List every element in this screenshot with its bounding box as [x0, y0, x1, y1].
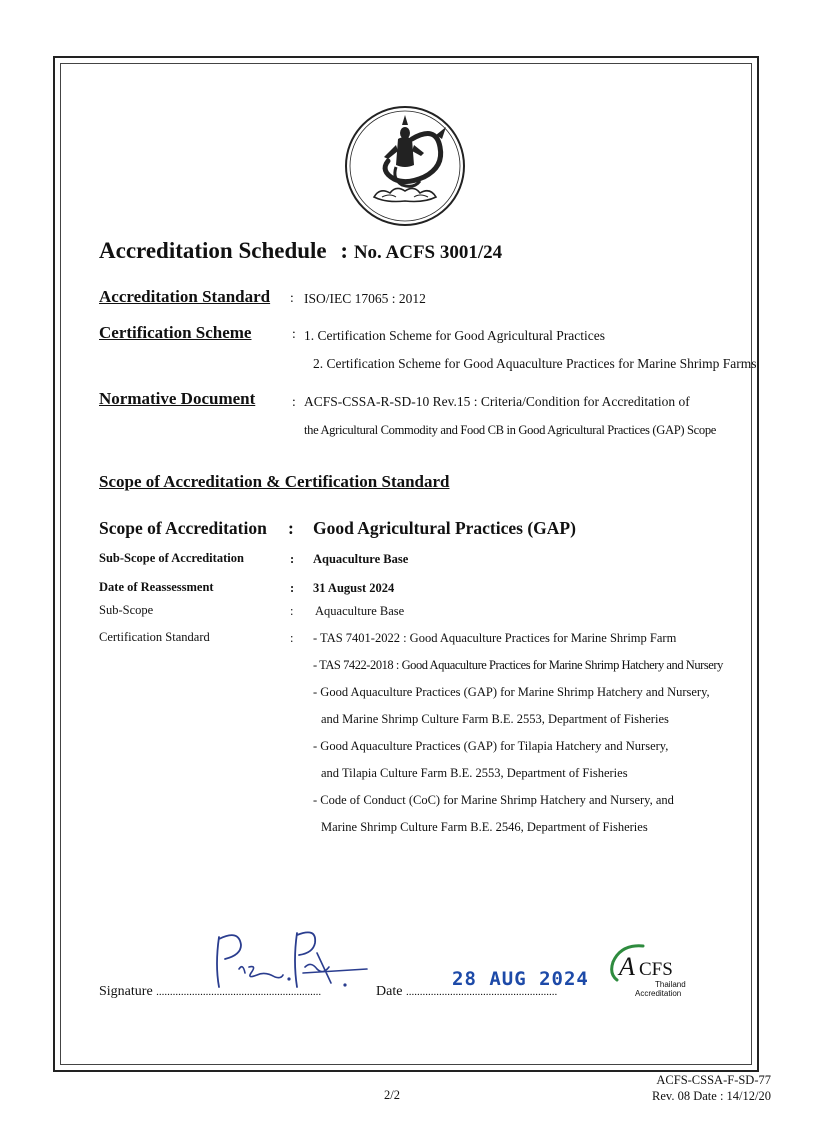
sub-scope-separator: : [290, 604, 294, 618]
acfs-logo-text: CFS [639, 959, 673, 980]
signature-label-text: Signature [99, 984, 153, 999]
certification-standard-line-text: - TAS 7422-2018 : Good Aquaculture Practices for Marine Shrimp Hatchery and Nursery [313, 658, 723, 672]
normative-document-label: Normative Document [99, 389, 256, 408]
certification-standard-line: - Good Aquaculture Practices (GAP) for Marine Shrimp Hatchery and Nursery, [313, 685, 710, 699]
emblem-seal-icon [344, 105, 466, 227]
page-number: 2/2 [384, 1088, 400, 1102]
certification-standard-line: - Code of Conduct (CoC) for Marine Shrimp Hatchery and Nursery, and [313, 793, 674, 807]
form-revision: Rev. 08 Date : 14/12/20 [652, 1089, 771, 1103]
sub-scope-of-accreditation-label: Sub-Scope of Accreditation [99, 551, 244, 565]
certification-standard-line: - TAS 7401-2022 : Good Aquaculture Practices for Marine Shrimp Farm [313, 631, 677, 645]
document-title [99, 238, 502, 264]
certification-standard-line: and Marine Shrimp Culture Farm B.E. 2553, Department of Fisheries [321, 712, 669, 726]
form-code: ACFS-CSSA-F-SD-77 [656, 1073, 771, 1087]
accreditation-standard-label: Accreditation Standard [99, 287, 271, 306]
acfs-logo-sub-2: Accreditation [635, 989, 682, 998]
normative-document-line-2: the Agricultural Commodity and Food CB in Good Agricultural Practices (GAP) Scope [304, 423, 717, 437]
accreditation-standard-value: ISO/IEC 17065 : 2012 [304, 291, 426, 306]
scope-of-accreditation-separator: : [288, 518, 294, 538]
title-separator: : [340, 238, 349, 263]
handwritten-signature [205, 925, 375, 995]
signature-dots: ............................................................ [156, 986, 322, 998]
certification-scheme-item-1: 1. Certification Scheme for Good Agricultural Practices [304, 328, 606, 343]
certification-standard-line [313, 658, 723, 673]
certification-scheme-separator: : [292, 326, 296, 341]
sub-scope-value: Aquaculture Base [315, 604, 405, 618]
certification-scheme-item-2: 2. Certification Scheme for Good Aquaculture Practices for Marine Shrimp Farms [313, 356, 757, 371]
sub-scope-label: Sub-Scope [99, 603, 154, 617]
acfs-logo [607, 940, 693, 1002]
scope-section-title: Scope of Accreditation & Certification Standard [99, 472, 450, 491]
sub-scope-of-accreditation-separator: : [290, 552, 295, 566]
certification-standard-line: - Good Aquaculture Practices (GAP) for Tilapia Hatchery and Nursery, [313, 739, 669, 753]
accreditation-standard-separator: : [290, 290, 294, 305]
date-dots: ....................................................... [405, 986, 558, 998]
normative-document-line-1: ACFS-CSSA-R-SD-10 Rev.15 : Criteria/Condition for Accreditation of [304, 394, 690, 409]
date-of-reassessment-value: 31 August 2024 [313, 581, 395, 595]
date-stamp: 28 AUG 2024 [452, 968, 589, 990]
scope-of-accreditation-label: Scope of Accreditation [99, 518, 267, 538]
title-label: Accreditation Schedule [99, 238, 327, 263]
date-of-reassessment-label: Date of Reassessment [99, 580, 214, 594]
certification-standard-line: and Tilapia Culture Farm B.E. 2553, Department of Fisheries [321, 766, 628, 780]
acfs-logo-sub-1: Thailand [655, 980, 686, 989]
date-label: Date [376, 984, 403, 999]
certification-standard-separator: : [290, 631, 294, 645]
scope-of-accreditation-value: Good Agricultural Practices (GAP) [313, 518, 576, 538]
normative-document-separator: : [292, 394, 296, 409]
sub-scope-of-accreditation-value: Aquaculture Base [313, 552, 409, 566]
acfs-logo-letter: A [619, 952, 635, 981]
date-of-reassessment-separator: : [290, 581, 295, 595]
certification-scheme-label: Certification Scheme [99, 323, 252, 342]
title-number: No. ACFS 3001/24 [353, 242, 503, 263]
certification-standard-label: Certification Standard [99, 630, 210, 644]
certification-standard-line: Marine Shrimp Culture Farm B.E. 2546, Department of Fisheries [321, 820, 648, 834]
